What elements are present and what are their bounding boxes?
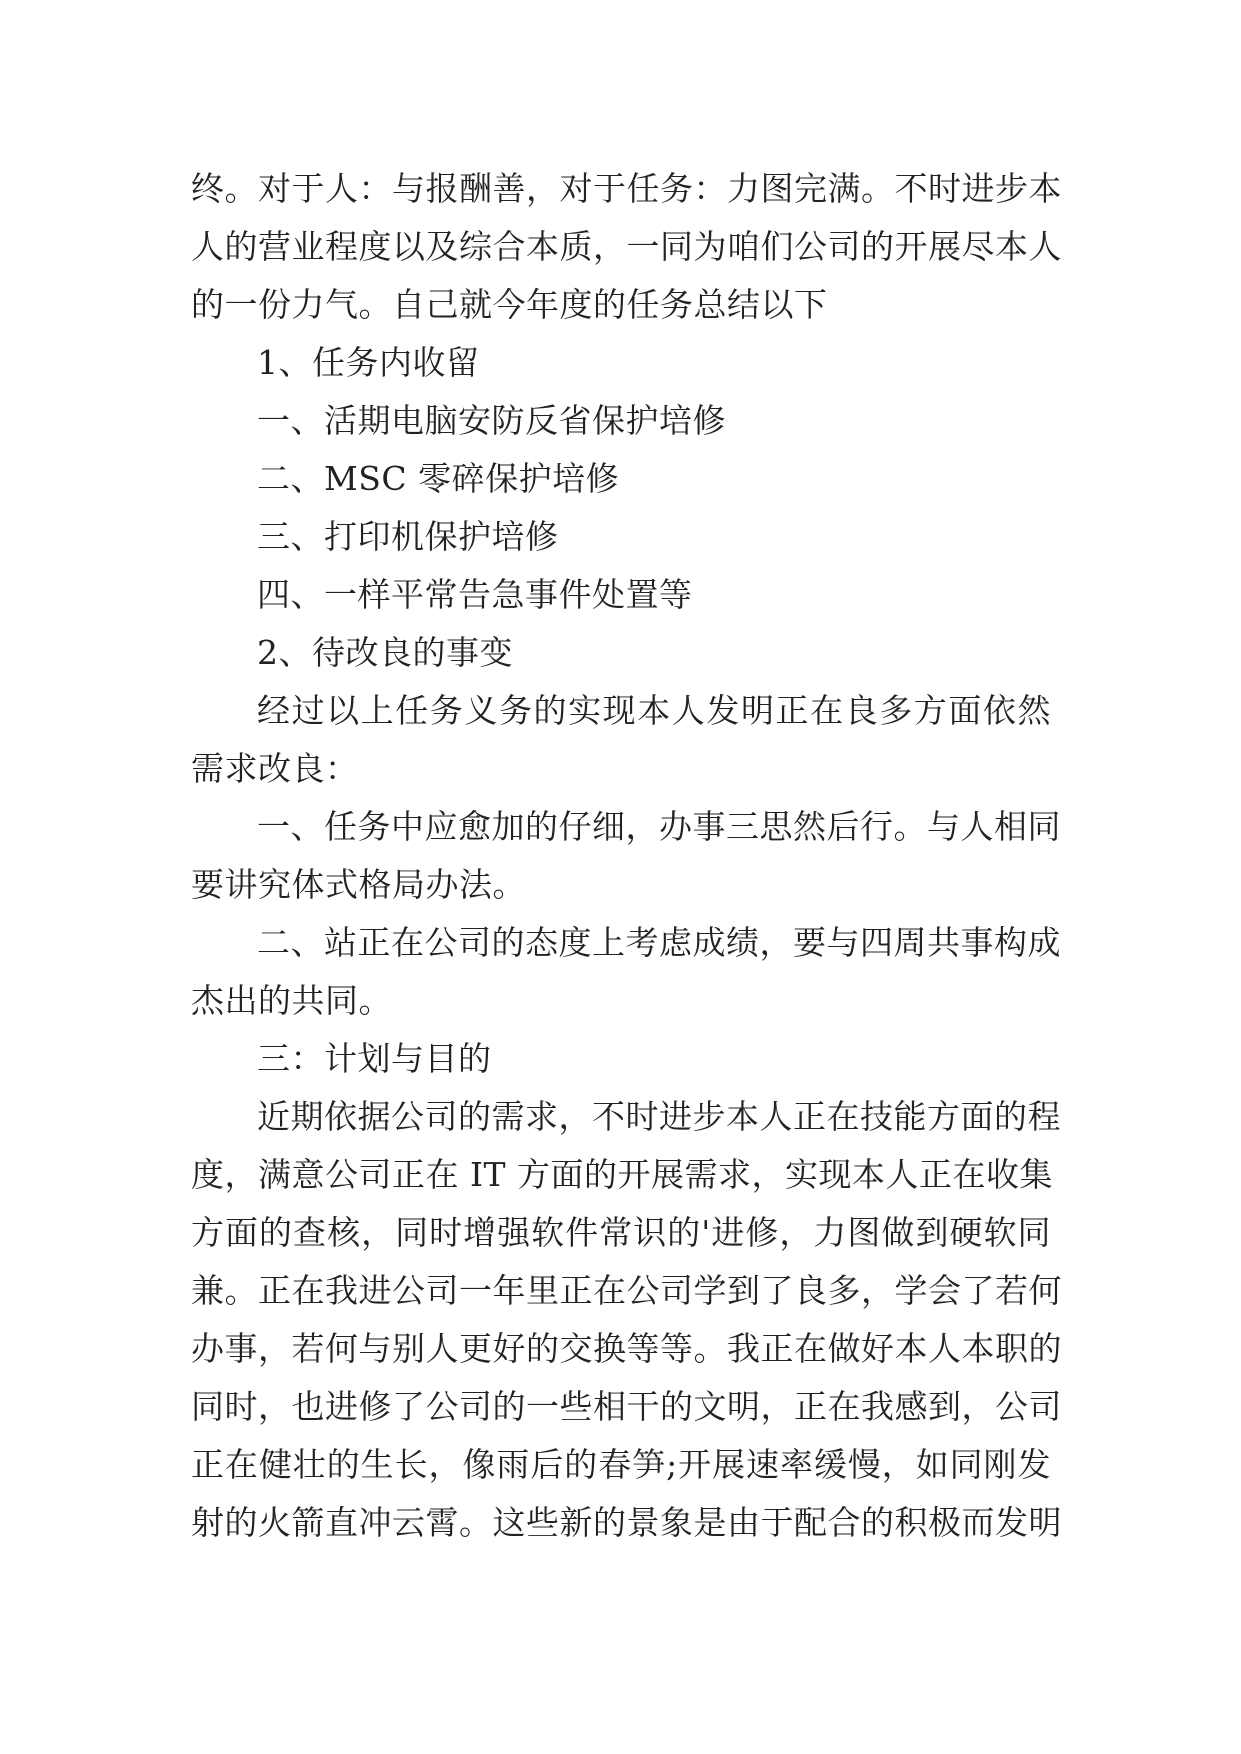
- document-body: [191, 160, 1062, 1552]
- list-item: 四、一样平常告急事件处置等: [257, 575, 693, 614]
- list-item: 三、打印机保护培修: [257, 517, 559, 556]
- section-heading: 2、待改良的事变: [257, 633, 513, 672]
- section-heading: 1、任务内收留: [257, 343, 480, 382]
- text-line: 正在健壮的生长，像雨后的春笋;开展速率缓慢，如同刚发: [191, 1445, 1051, 1484]
- paragraph-first-line: 二、站正在公司的态度上考虑成绩，要与四周共事构成: [257, 923, 1061, 962]
- text-line: 终。对于人：与报酬善，对于任务：力图完满。不时进步本: [191, 169, 1062, 208]
- text-line: 度，满意公司正在 IT 方面的开展需求，实现本人正在收集: [191, 1155, 1054, 1194]
- paragraph-first-line: 经过以上任务义务的实现本人发明正在良多方面依然: [257, 691, 1051, 730]
- text-line: 射的火箭直冲云霄。这些新的景象是由于配合的积极而发明: [191, 1503, 1062, 1542]
- text-line: 人的营业程度以及综合本质，一同为咱们公司的开展尽本人: [191, 227, 1062, 266]
- text-line: 的一份力气。自己就今年度的任务总结以下: [191, 285, 828, 324]
- text-line: 同时，也进修了公司的一些相干的文明，正在我感到，公司: [191, 1387, 1062, 1426]
- section-heading: 三：计划与目的: [257, 1039, 492, 1078]
- paragraph-first-line: 一、任务中应愈加的仔细，办事三思然后行。与人相同: [257, 807, 1061, 846]
- text-line: 方面的查核，同时增强软件常识的'进修，力图做到硬软同: [191, 1213, 1051, 1252]
- paragraph-first-line: 近期依据公司的需求，不时进步本人正在技能方面的程: [257, 1097, 1061, 1136]
- list-item: 一、活期电脑安防反省保护培修: [257, 401, 726, 440]
- text-line: 杰出的共同。: [191, 981, 392, 1020]
- text-line: 需求改良：: [191, 749, 359, 788]
- text-line: 兼。正在我进公司一年里正在公司学到了良多，学会了若何: [191, 1271, 1062, 1310]
- list-item: 二、MSC 零碎保护培修: [257, 459, 620, 498]
- text-line: 办事，若何与别人更好的交换等等。我正在做好本人本职的: [191, 1329, 1062, 1368]
- text-line: 要讲究体式格局办法。: [191, 865, 526, 904]
